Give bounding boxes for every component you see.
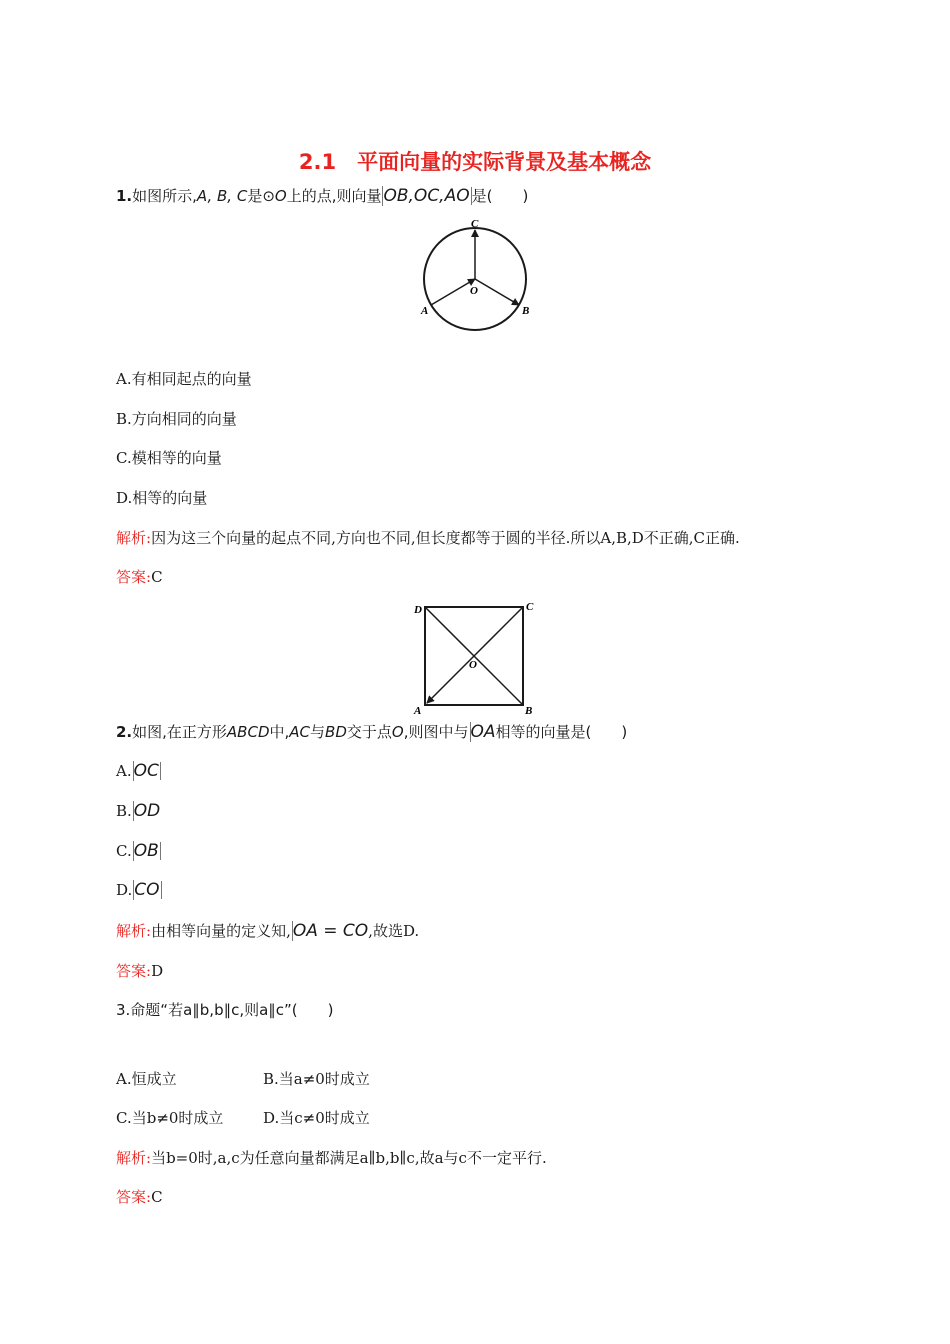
q1-center: O: [274, 187, 287, 205]
q2-diag-ac: AC: [289, 723, 311, 741]
option-label: B.: [116, 802, 132, 820]
answer-label: 答案:: [116, 1188, 152, 1206]
q2-stem-text: 与: [310, 723, 326, 741]
circle-figure: [405, 212, 545, 342]
q2-option-a: [116, 761, 161, 781]
analysis-label: 解析:: [116, 1149, 152, 1167]
label-d: D: [414, 604, 422, 616]
q1-stem-text: 是( ): [471, 187, 529, 205]
q1-option-d: D.相等的向量: [116, 489, 208, 507]
analysis-label: 解析:: [116, 922, 152, 940]
q2-option-c: [116, 841, 161, 861]
square-figure: [408, 598, 542, 716]
q1-answer-value: C: [151, 568, 163, 586]
q1-answer: [116, 566, 163, 587]
q1-option-b: B.方向相同的向量: [116, 410, 237, 428]
q2-diag-bd: BD: [325, 723, 347, 741]
q2-stem-text: ,则图中与: [403, 723, 469, 741]
answer-label: 答案:: [116, 568, 152, 586]
q2-point-o: O: [391, 723, 404, 741]
q2-stem-text: 相等的向量是( ): [495, 723, 628, 741]
label-o: O: [470, 285, 478, 297]
q1-points: A, B, C: [196, 187, 248, 205]
q2-answer: [116, 960, 163, 981]
page-title: 2.1 平面向量的实际背景及基本概念: [298, 150, 652, 174]
q1-stem-text: 如图所示,: [132, 187, 197, 205]
q2-stem-text: 如图,在正方形: [132, 723, 227, 741]
q2-stem-text: 中,: [269, 723, 290, 741]
option-label: C.: [116, 842, 132, 860]
q2-square: ABCD: [226, 723, 270, 741]
analysis-label: 解析:: [116, 529, 152, 547]
q3-answer: [116, 1186, 163, 1207]
vector-ob: [475, 279, 519, 305]
q1-analysis-text: 因为这三个向量的起点不同,方向也不同,但长度都等于圆的半径.所以A,B,D不正确,C正确.: [151, 529, 740, 547]
option-label: D.: [116, 881, 133, 899]
q3-option-b: B.当a≠0时成立: [263, 1070, 370, 1088]
answer-label: 答案:: [116, 962, 152, 980]
q2-stem-text: 交于点: [346, 723, 392, 741]
option-vector: OB: [133, 841, 159, 861]
q3-stem: 3.命题“若a∥b,b∥c,则a∥c”( ): [116, 1001, 334, 1019]
q2-answer-value: D: [151, 962, 164, 980]
q1-stem: [116, 185, 528, 206]
q1-option-a: A.有相同起点的向量: [116, 370, 252, 388]
label-o: O: [469, 659, 477, 671]
label-b: B: [525, 705, 533, 716]
q1-stem-text: 是⊙: [247, 187, 275, 205]
vector-oa: [427, 656, 474, 703]
q3-option-c: C.当b≠0时成立: [116, 1109, 224, 1127]
q2-stem: [116, 721, 627, 742]
q2-analysis-vector: OA = CO: [292, 921, 369, 941]
q2-option-d: [116, 880, 162, 900]
label-b: B: [522, 305, 530, 317]
q2-analysis: [116, 920, 419, 941]
label-a: A: [414, 705, 422, 716]
q1-option-c: C.模相等的向量: [116, 449, 222, 467]
q1-stem-text: 上的点,则向量: [286, 187, 382, 205]
q1-vectors: OB,OC,AO: [383, 186, 470, 206]
q3-option-a: A.恒成立: [116, 1070, 177, 1088]
option-vector: OD: [133, 801, 161, 821]
q1-analysis: [116, 527, 740, 548]
option-vector: OC: [133, 761, 159, 781]
option-vector: CO: [134, 880, 160, 900]
label-c: C: [526, 601, 534, 613]
label-a: A: [421, 305, 429, 317]
q3-option-d: D.当c≠0时成立: [263, 1109, 370, 1127]
q2-number: 2.: [116, 723, 133, 741]
q2-analysis-text: 由相等向量的定义知,: [151, 922, 291, 940]
q3-analysis: [116, 1147, 547, 1168]
vector-ao: [431, 279, 475, 305]
label-c: C: [471, 218, 479, 230]
option-label: A.: [116, 762, 132, 780]
q3-answer-value: C: [151, 1188, 163, 1206]
q2-option-b: [116, 801, 160, 821]
q2-analysis-text: ,故选D.: [368, 922, 420, 940]
diagonal-co: [474, 607, 523, 656]
q1-number: 1.: [116, 187, 133, 205]
q3-analysis-text: 当b=0时,a,c为任意向量都满足a∥b,b∥c,故a与c不一定平行.: [151, 1149, 547, 1167]
q2-vector: OA: [470, 722, 496, 742]
